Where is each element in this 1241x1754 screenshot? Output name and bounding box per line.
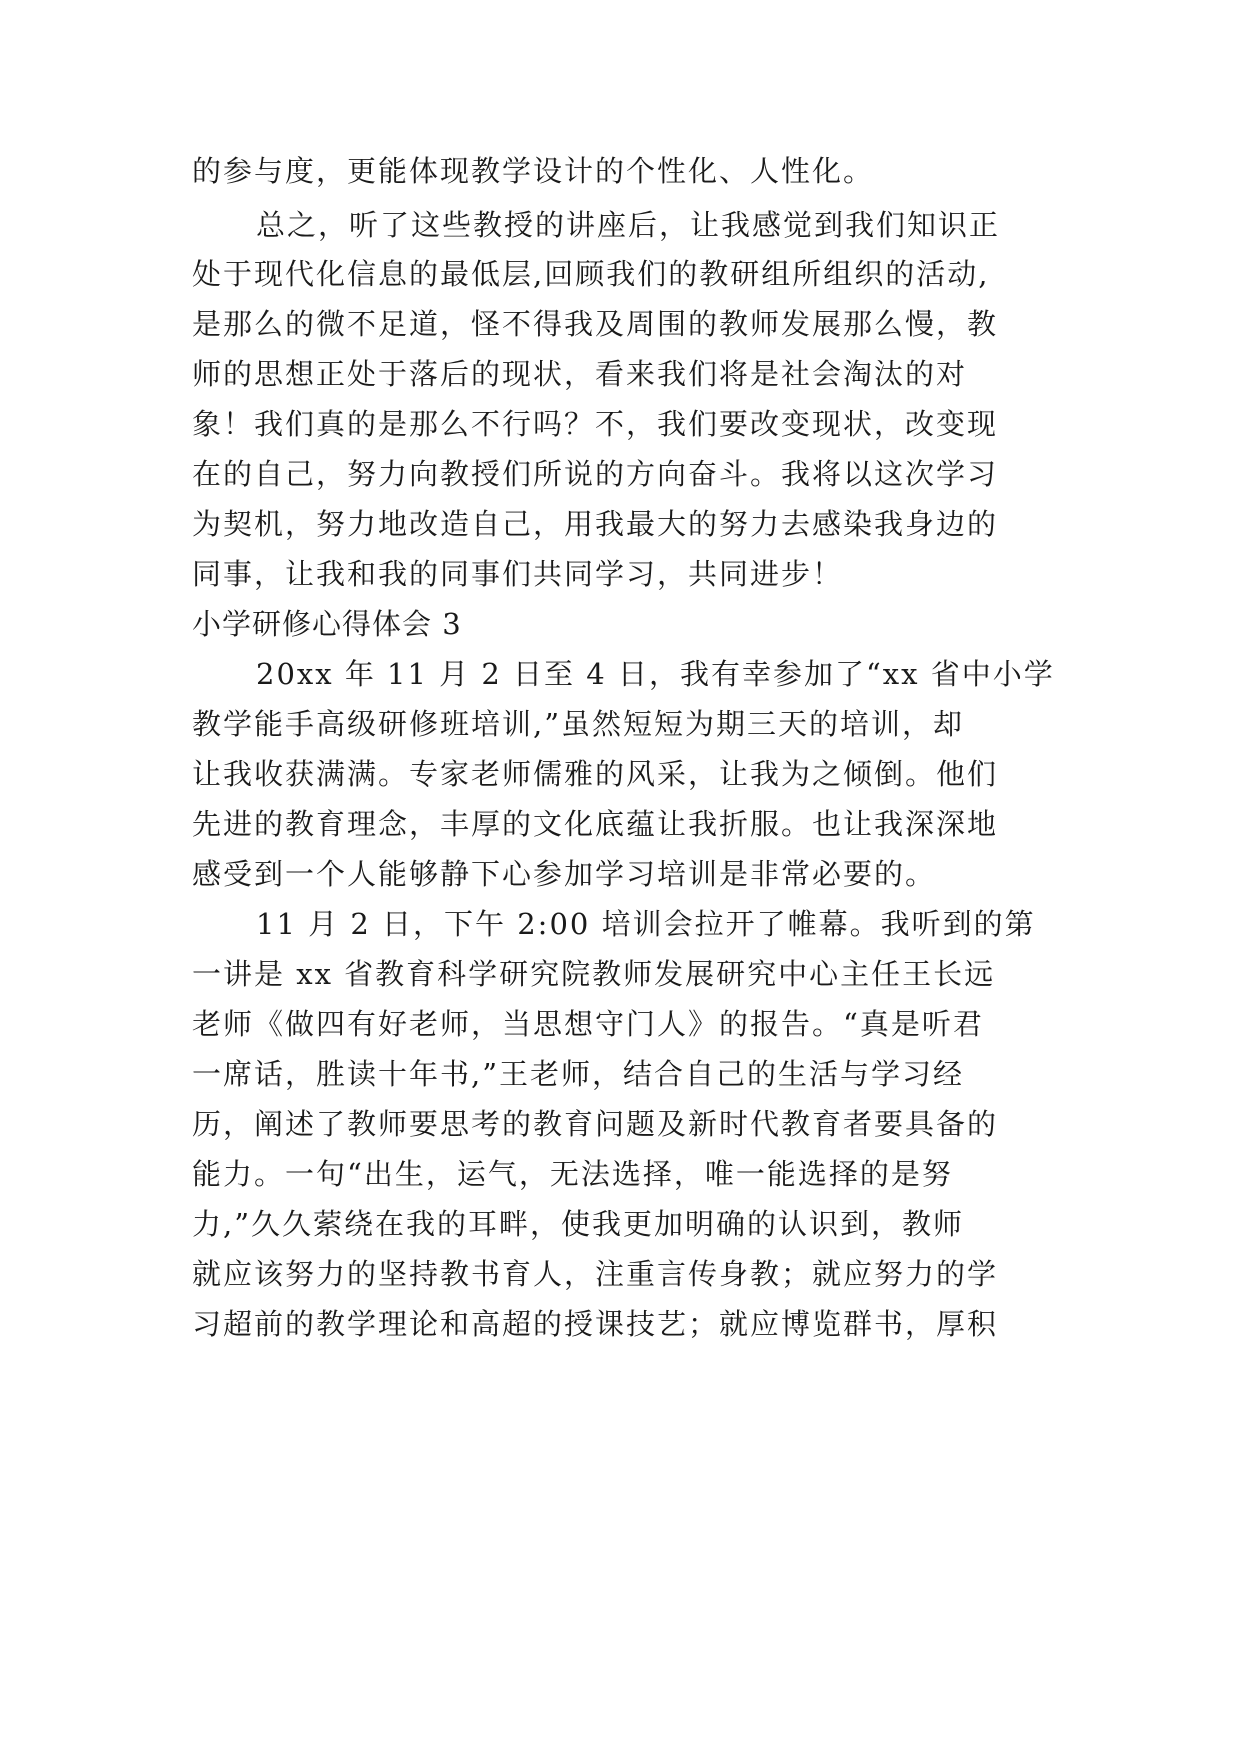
paragraph-start-line: 20xx 年 11 月 2 日至 4 日，我有幸参加了“xx 省中小学 [256,657,1055,691]
text-line: 让我收获满满。专家老师儒雅的风采，让我为之倾倒。他们 [192,757,999,791]
text-line: 同事，让我和我的同事们共同学习，共同进步！ [192,557,844,591]
text-line: 是那么的微不足道，怪不得我及周围的教师发展那么慢，教 [192,307,999,341]
text-line: 老师《做四有好老师，当思想守门人》的报告。“真是听君 [192,1007,984,1041]
text-line: 的参与度，更能体现教学设计的个性化、人性化。 [192,154,875,188]
text-line: 师的思想正处于落后的现状，看来我们将是社会淘汰的对 [192,357,968,391]
text-line: 力,”久久萦绕在我的耳畔，使我更加明确的认识到，教师 [192,1207,965,1241]
text-line: 一席话，胜读十年书,”王老师，结合自己的生活与学习经 [192,1057,965,1091]
text-line: 在的自己，努力向教授们所说的方向奋斗。我将以这次学习 [192,457,999,491]
text-line: 处于现代化信息的最低层,回顾我们的教研组所组织的活动, [192,257,990,291]
text-line: 就应该努力的坚持教书育人，注重言传身教；就应努力的学 [192,1257,999,1291]
paragraph-start-line: 总之，听了这些教授的讲座后，让我感觉到我们知识正 [256,208,1001,242]
paragraph-start-line: 11 月 2 日，下午 2:00 培训会拉开了帷幕。我听到的第 [256,907,1036,941]
text-line: 历，阐述了教师要思考的教育问题及新时代教育者要具备的 [192,1107,999,1141]
text-line: 为契机，努力地改造自己，用我最大的努力去感染我身边的 [192,507,999,541]
section-heading: 小学研修心得体会 3 [192,607,462,641]
text-line: 先进的教育理念，丰厚的文化底蕴让我折服。也让我深深地 [192,807,999,841]
text-line: 一讲是 xx 省教育科学研究院教师发展研究中心主任王长远 [192,957,996,991]
text-line: 习超前的教学理论和高超的授课技艺；就应博览群书，厚积 [192,1307,999,1341]
text-line: 教学能手高级研修班培训,”虽然短短为期三天的培训，却 [192,707,965,741]
text-line: 象！我们真的是那么不行吗？不，我们要改变现状，改变现 [192,407,999,441]
text-line: 感受到一个人能够静下心参加学习培训是非常必要的。 [192,857,937,891]
text-line: 能力。一句“出生，运气，无法选择，唯一能选择的是努 [192,1157,953,1191]
